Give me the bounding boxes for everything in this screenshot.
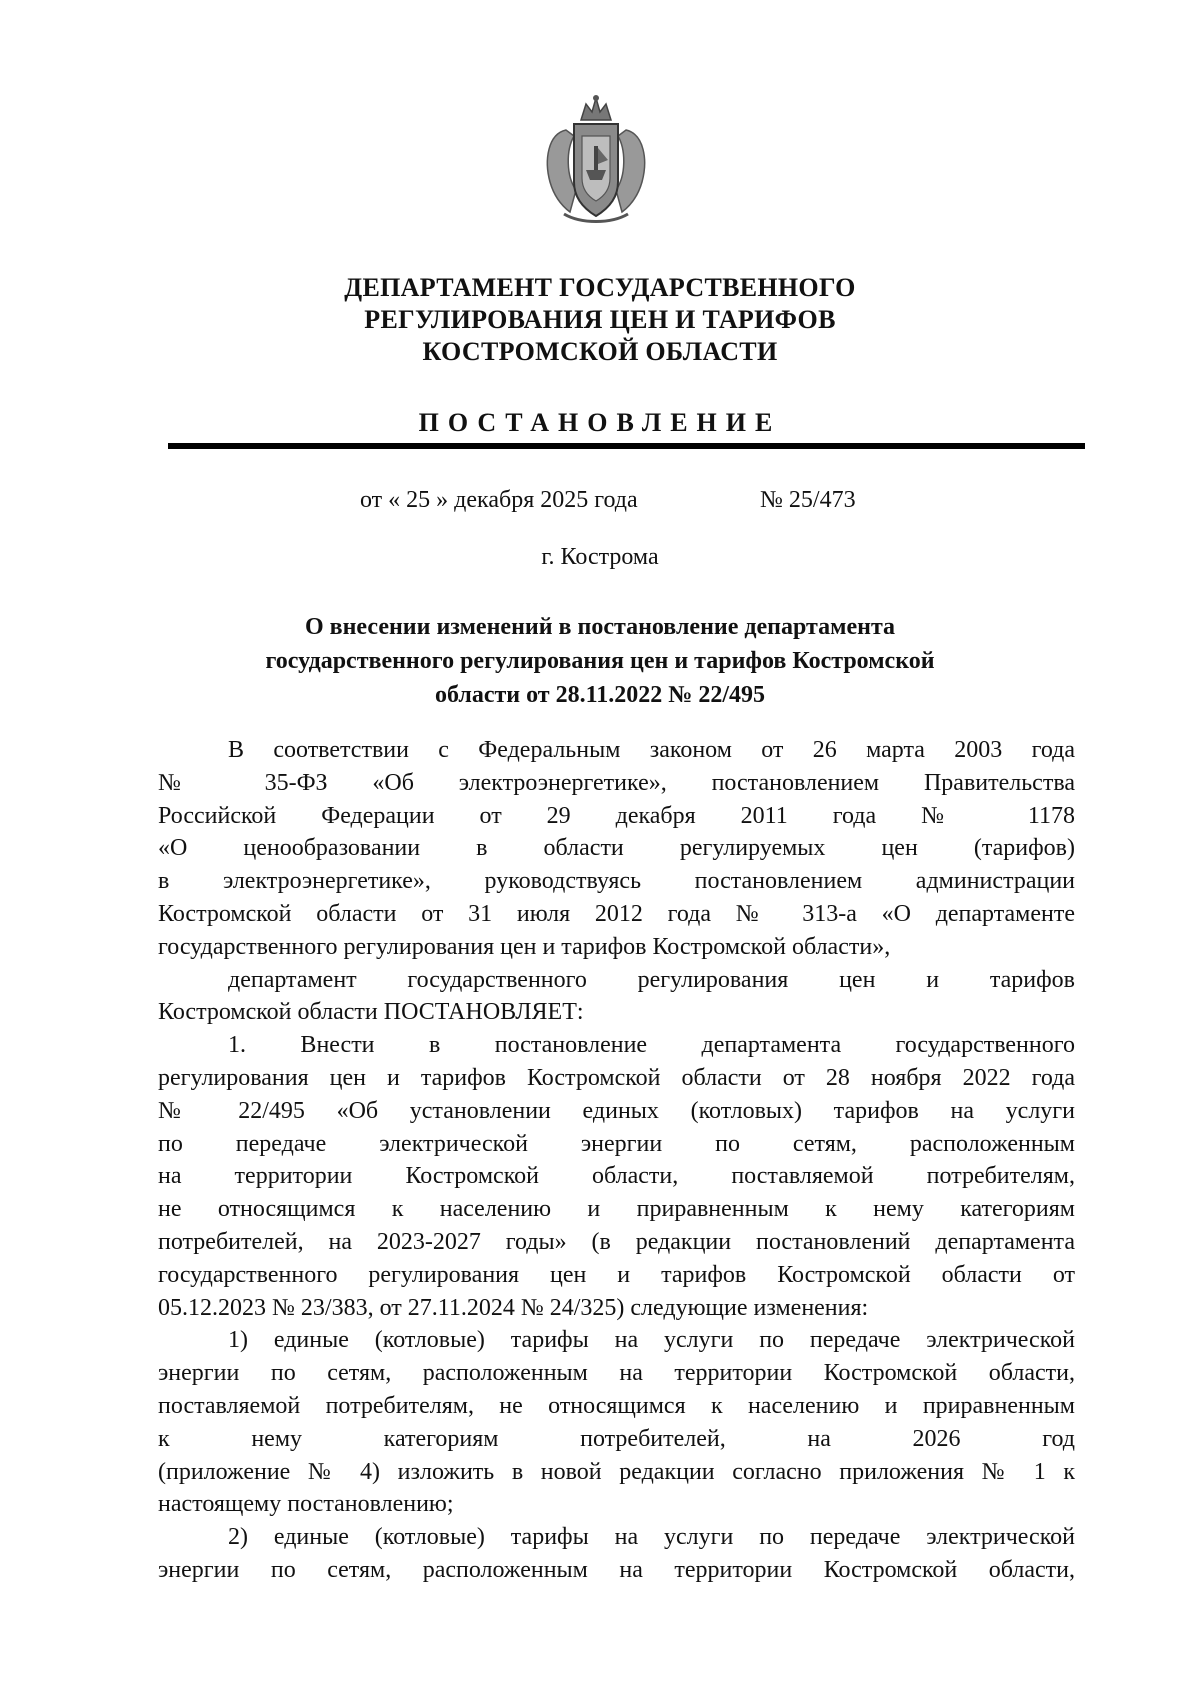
decree-number: № 25/473: [760, 487, 856, 513]
department-line: КОСТРОМСКОЙ ОБЛАСТИ: [422, 337, 778, 366]
body-line: к нему категориям потребителей, на 2026 год: [158, 1425, 1075, 1452]
body-line: государственного регулирования цен и тарифов Костромской области от: [158, 1261, 1075, 1288]
decree-city: г. Кострома: [541, 544, 659, 570]
body-line: в электроэнергетике», руководствуясь постановлением администрации: [158, 868, 1075, 895]
decree-date: от « 25 » декабря 2025 года: [360, 487, 638, 513]
body-line: государственного регулирования цен и тарифов Костромской области»,: [158, 933, 891, 960]
body-line: В соответствии с Федеральным законом от 26 марта 2003 года: [228, 737, 1075, 763]
body-line: регулирования цен и тарифов Костромской области от 28 ноября 2022 года: [158, 1064, 1075, 1091]
department-name: [0, 272, 1200, 368]
body-line: № 35-ФЗ «Об электроэнергетике», постановлением Правительства: [158, 769, 1075, 796]
decree-subject: [0, 610, 1200, 712]
department-line: РЕГУЛИРОВАНИЯ ЦЕН И ТАРИФОВ: [364, 305, 836, 334]
body-line: настоящему постановлению;: [158, 1491, 454, 1518]
body-line: потребителей, на 2023-2027 годы» (в редакции постановлений департамента: [158, 1228, 1075, 1255]
header-divider: [168, 443, 1085, 449]
coat-of-arms-emblem: [536, 90, 656, 230]
body-line: «О ценообразовании в области регулируемых цен (тарифов): [158, 835, 1075, 862]
body-line: 2) единые (котловые) тарифы на услуги по передаче электрической: [228, 1524, 1075, 1551]
body-line: департамент государственного регулирования цен и тарифов: [228, 966, 1075, 993]
subject-line: О внесении изменений в постановление департамента: [304, 614, 896, 640]
body-line: Российской Федерации от 29 декабря 2011 года № 1178: [158, 802, 1075, 829]
department-line: ДЕПАРТАМЕНТ ГОСУДАРСТВЕННОГО: [344, 273, 856, 302]
subject-line: области от 28.11.2022 № 22/495: [434, 682, 766, 708]
body-line: поставляемой потребителям, не относящимся к населению и приравненным: [158, 1392, 1075, 1419]
body-line: энергии по сетям, расположенным на территории Костромской области,: [158, 1556, 1075, 1583]
body-line: энергии по сетям, расположенным на территории Костромской области,: [158, 1360, 1075, 1387]
body-line: по передаче электрической энергии по сетям, расположенным: [158, 1130, 1075, 1157]
body-line: на территории Костромской области, поставляемой потребителям,: [158, 1163, 1075, 1190]
body-line: (приложение № 4) изложить в новой редакции согласно приложения № 1 к: [158, 1458, 1075, 1485]
document-type-title: ПОСТАНОВЛЕНИЕ: [418, 408, 782, 437]
body-line: 1. Внести в постановление департамента государственного: [228, 1032, 1075, 1059]
body-line: Костромской области от 31 июля 2012 года № 313-а «О департаменте: [158, 900, 1075, 927]
body-line: 05.12.2023 № 23/383, от 27.11.2024 № 24/325) следующие изменения:: [158, 1294, 869, 1321]
body-line: 1) единые (котловые) тарифы на услуги по передаче электрической: [228, 1327, 1075, 1354]
body-line: не относящимся к населению и приравненным к нему категориям: [158, 1196, 1075, 1223]
body-line: Костромской области ПОСТАНОВЛЯЕТ:: [158, 999, 584, 1026]
body-line: № 22/495 «Об установлении единых (котловых) тарифов на услуги: [158, 1097, 1075, 1124]
decree-body: [158, 734, 1075, 1587]
subject-line: государственного регулирования цен и тарифов Костромской: [265, 648, 935, 674]
